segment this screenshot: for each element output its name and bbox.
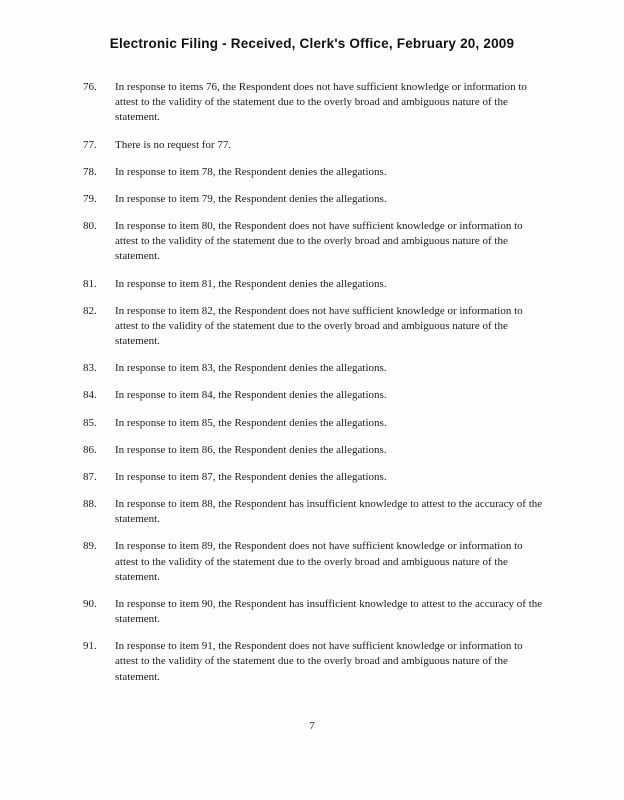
paragraph-item <box>83 597 549 627</box>
paragraph-text: In response to item 84, the Respondent denies the allegations. <box>115 389 387 402</box>
page-number: 7 <box>309 720 315 732</box>
paragraph-number: 86. <box>83 443 97 456</box>
paragraph-item <box>83 219 549 265</box>
document-header: Electronic Filing - Received, Clerk's Office, February 20, 2009 <box>109 36 515 51</box>
paragraph-text: There is no request for 77. <box>115 138 232 151</box>
paragraph-text: In response to item 83, the Respondent denies the allegations. <box>115 362 387 375</box>
paragraph-number: 87. <box>83 470 97 483</box>
paragraph-number: 76. <box>83 81 97 93</box>
paragraph-text: In response to item 85, the Respondent denies the allegations. <box>115 416 387 429</box>
paragraph-item <box>83 361 549 376</box>
paragraph-item <box>83 192 549 207</box>
paragraph-item <box>83 416 549 431</box>
paragraph-text: In response to item 87, the Respondent denies the allegations. <box>115 470 387 483</box>
paragraph-item <box>83 388 549 403</box>
paragraph-text: In response to item 88, the Respondent has insufficient knowledge to attest to the accuracy of the statement. <box>115 498 543 526</box>
paragraph-item <box>83 138 549 153</box>
paragraph-text: In response to item 90, the Respondent has insufficient knowledge to attest to the accuracy of the statement. <box>115 597 543 626</box>
paragraph-text: In response to items 76, the Respondent does not have sufficient knowledge or information to attest to the validity of the statement due to the overly broad and ambiguous nature of the statement. <box>115 81 527 124</box>
paragraph-text: In response to item 91, the Respondent does not have sufficient knowledge or information to attest to the validity of the statement due to the overly broad and ambiguous nature of the statement. <box>115 640 523 683</box>
paragraph-text: In response to item 78, the Respondent denies the allegations. <box>115 165 387 178</box>
paragraph-text: In response to item 79, the Respondent denies the allegations. <box>115 192 387 205</box>
paragraph-text: In response to item 86, the Respondent denies the allegations. <box>115 443 387 456</box>
paragraph-number: 80. <box>83 220 97 233</box>
paragraph-number: 79. <box>83 192 97 205</box>
paragraph-number: 84. <box>83 389 97 402</box>
paragraph-item <box>83 443 549 458</box>
paragraph-list <box>83 80 549 697</box>
paragraph-number: 88. <box>83 498 97 511</box>
paragraph-text: In response to item 82, the Respondent does not have sufficient knowledge or information to attest to the validity of the statement due to the overly broad and ambiguous nature of the statement. <box>115 304 523 348</box>
paragraph-item <box>83 497 549 527</box>
paragraph-item <box>83 539 549 585</box>
paragraph-number: 78. <box>83 165 97 178</box>
paragraph-text: In response to item 89, the Respondent does not have sufficient knowledge or information to attest to the validity of the statement due to the overly broad and ambiguous nature of the statement. <box>115 540 523 583</box>
paragraph-item <box>83 470 549 485</box>
paragraph-number: 91. <box>83 640 97 653</box>
paragraph-item <box>83 165 549 180</box>
paragraph-number: 83. <box>83 362 97 375</box>
paragraph-item <box>83 639 549 685</box>
paragraph-number: 90. <box>83 597 97 610</box>
paragraph-number: 89. <box>83 540 97 553</box>
paragraph-item <box>83 277 549 292</box>
paragraph-number: 77. <box>83 138 97 151</box>
paragraph-number: 82. <box>83 304 97 317</box>
paragraph-number: 81. <box>83 277 97 290</box>
paragraph-item <box>83 80 549 126</box>
paragraph-number: 85. <box>83 416 97 429</box>
paragraph-item <box>83 304 549 350</box>
paragraph-text: In response to item 80, the Respondent does not have sufficient knowledge or information to attest to the validity of the statement due to the overly broad and ambiguous nature of the statement. <box>115 220 523 263</box>
paragraph-text: In response to item 81, the Respondent denies the allegations. <box>115 277 387 290</box>
